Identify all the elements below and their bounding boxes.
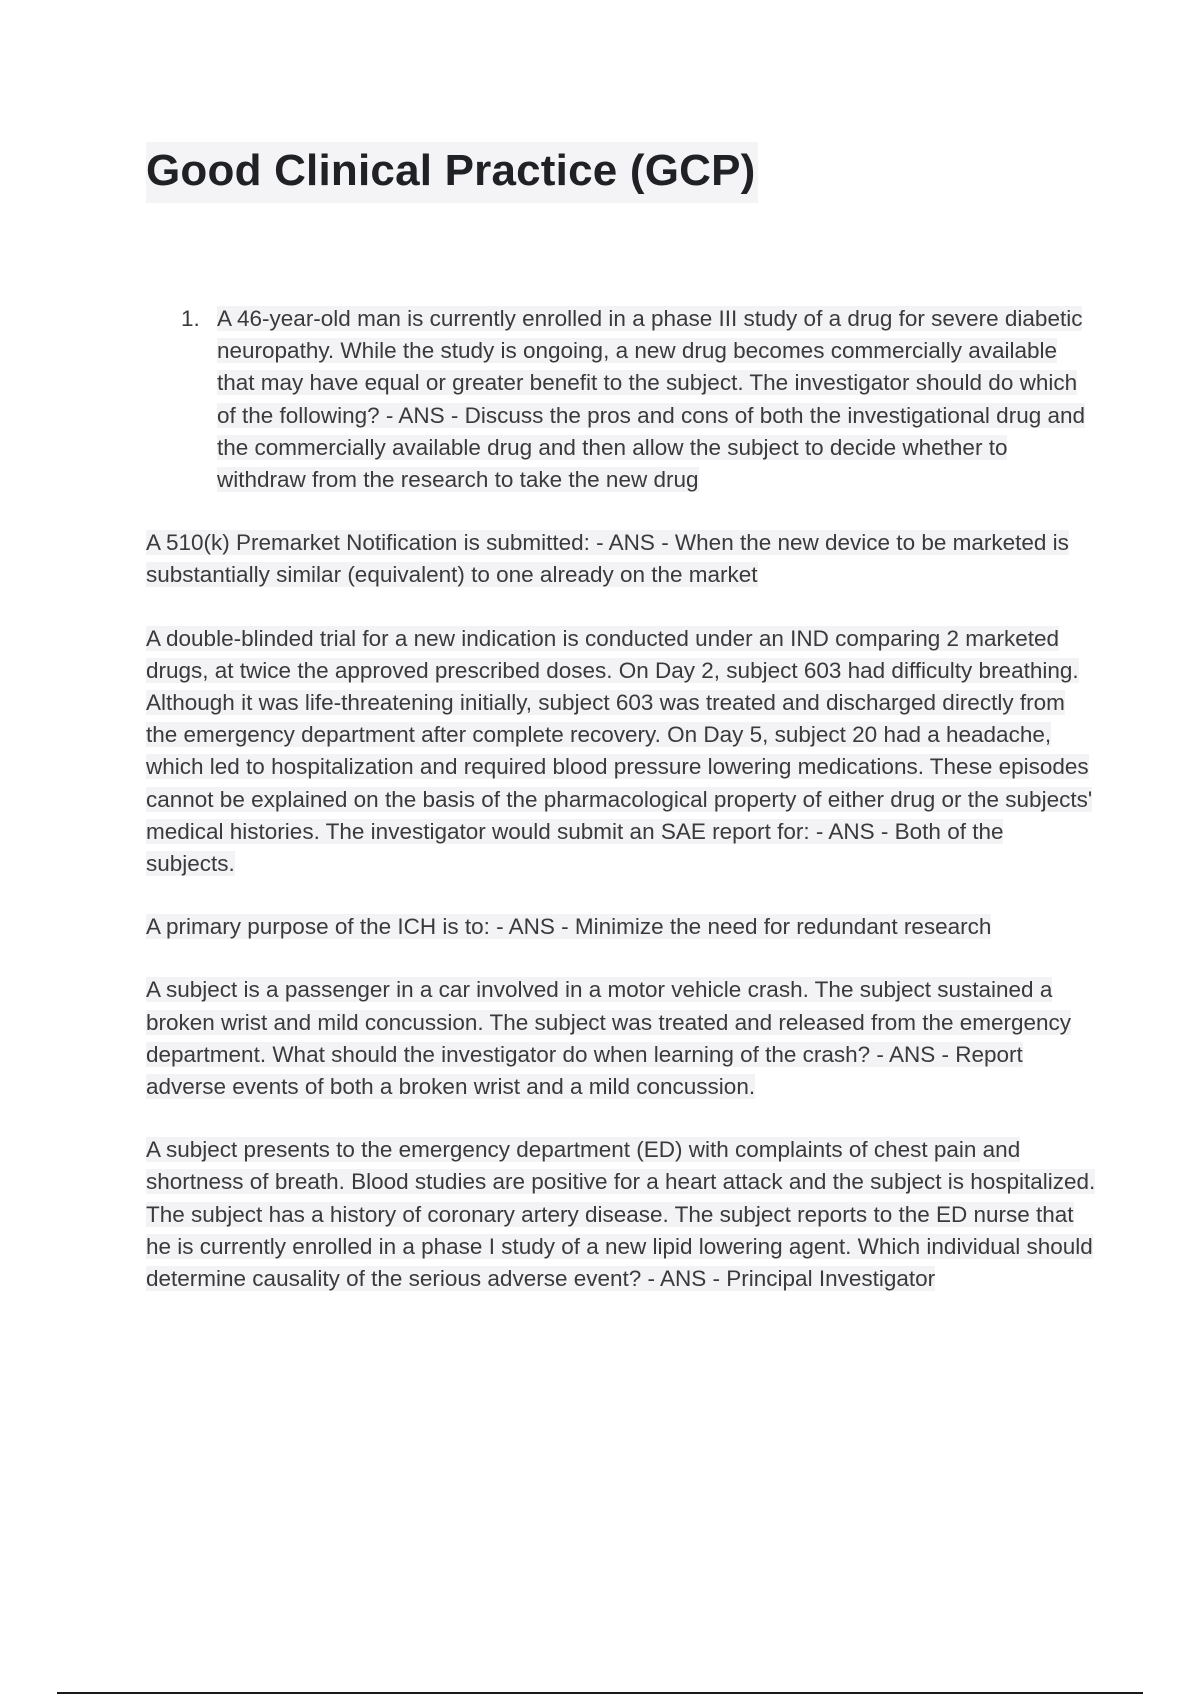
- list-item-number: 1.: [181, 306, 200, 331]
- question-text: A primary purpose of the ICH is to: - ANS - Minimize the need for redundant research: [146, 914, 992, 940]
- bottom-divider: [57, 1692, 1143, 1694]
- question-paragraph: [146, 974, 1096, 1103]
- numbered-question-list: [146, 303, 1096, 496]
- question-text: A double-blinded trial for a new indication is conducted under an IND comparing 2 marketed drugs, at twice the approved prescribed doses. On Day 2, subject 603 had difficulty breathing. Although it was life-threatening initially, subject 603 was treated and discharged directly from the emergency department after complete recovery. On Day 5, subject 20 had a headache, which led to hospitalization and required blood pressure lowering medications. These episodes cannot be explained on the basis of the pharmacological property of either drug or the subjects' medical histories. The investigator would submit an SAE report for: - ANS - Both of the subjects.: [146, 625, 1093, 877]
- question-paragraph: [146, 1134, 1096, 1295]
- list-item: [181, 303, 1096, 496]
- question-text: A subject presents to the emergency department (ED) with complaints of chest pain and shortness of breath. Blood studies are positive for a heart attack and the subject is hospitalized. The subject has a history of coronary artery disease. The subject reports to the ED nurse that he is currently enrolled in a phase I study of a new lipid lowering agent. Which individual should determine causality of the serious adverse event? - ANS - Principal Investigator: [146, 1137, 1096, 1292]
- question-paragraph: [146, 911, 1096, 943]
- question-text: A 510(k) Premarket Notification is submitted: - ANS - When the new device to be marketed is substantially similar (equivalent) to one already on the market: [146, 530, 1069, 588]
- page-title: Good Clinical Practice (GCP): [146, 142, 758, 203]
- question-text: A subject is a passenger in a car involved in a motor vehicle crash. The subject sustained a broken wrist and mild concussion. The subject was treated and released from the emergency department. What should the investigator do when learning of the crash? - ANS - Report adverse events of both a broken wrist and a mild concussion.: [146, 977, 1072, 1100]
- question-paragraph: [146, 527, 1096, 591]
- list-item-text: A 46-year-old man is currently enrolled in a phase III study of a drug for severe diabetic neuropathy. While the study is ongoing, a new drug becomes commercially available that may have equal or greater benefit to the subject. The investigator should do which of the following? - ANS - Discuss the pros and cons of both the investigational drug and the commercially available drug and then allow the subject to decide whether to withdraw from the research to take the new drug: [217, 306, 1086, 493]
- document-body: [146, 303, 1096, 1295]
- question-paragraph: [146, 623, 1096, 881]
